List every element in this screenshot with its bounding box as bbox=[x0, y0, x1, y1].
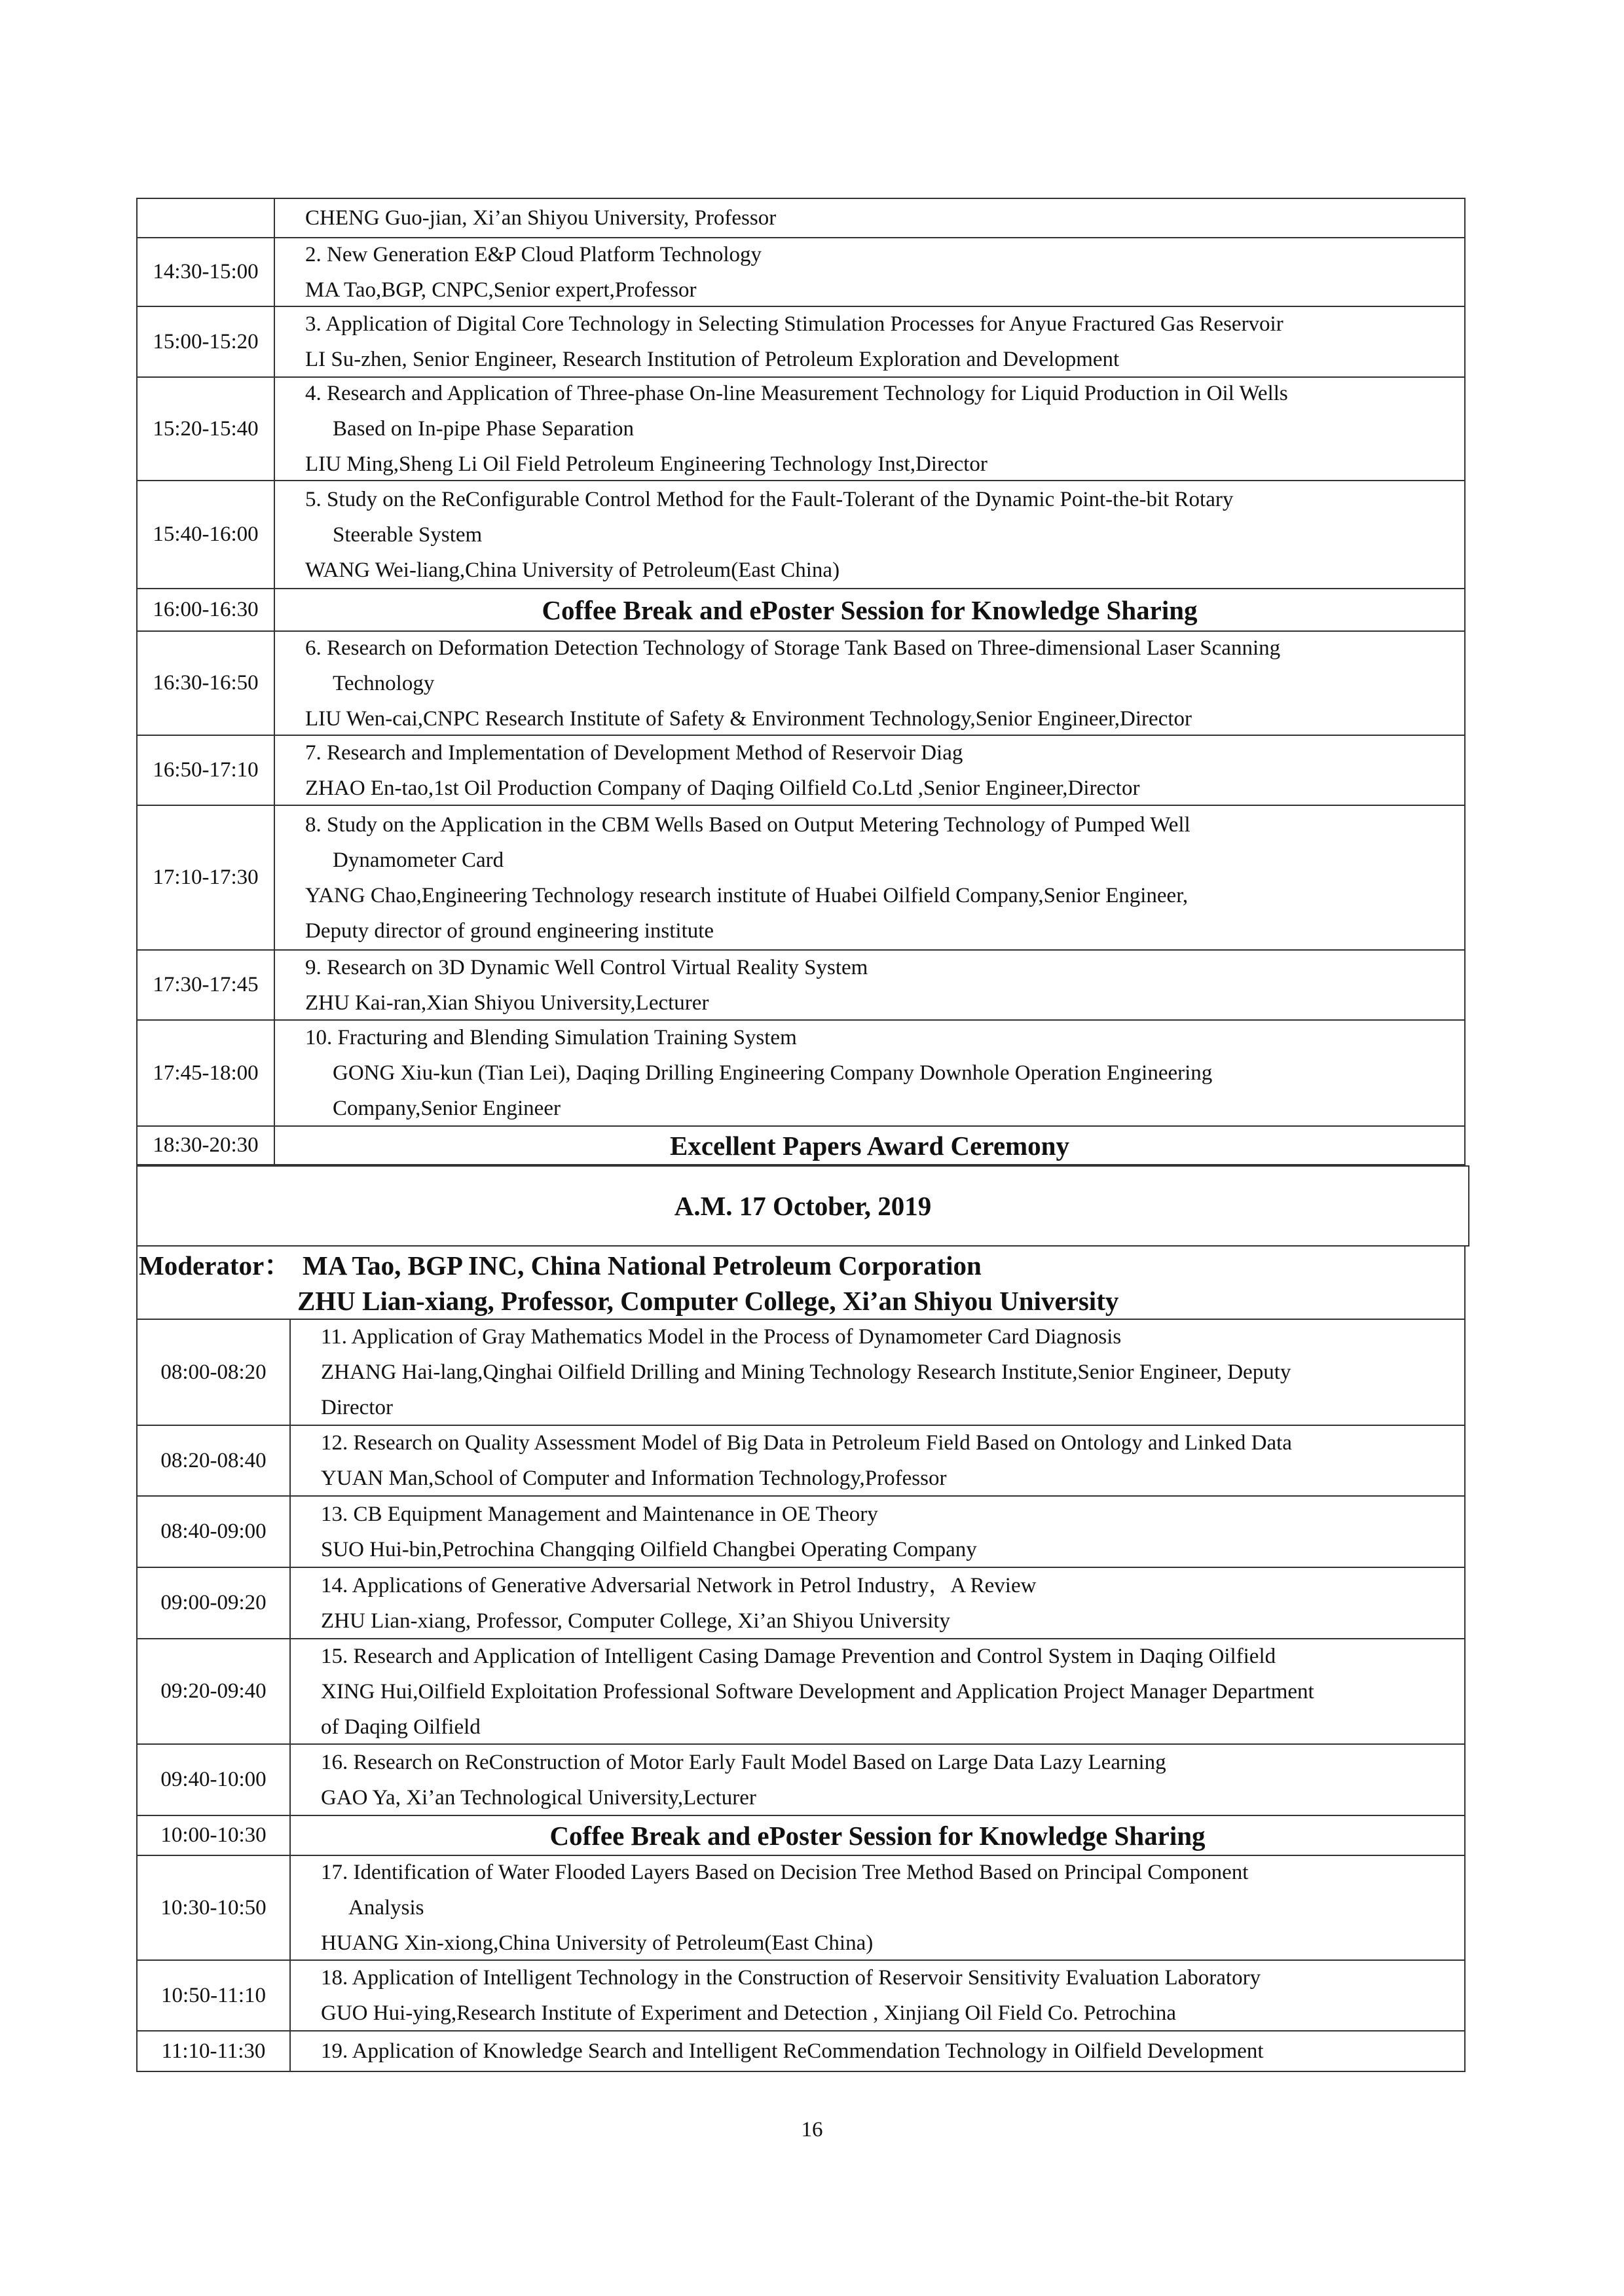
content-line: of Daqing Oilfield bbox=[321, 1715, 481, 1739]
time-cell: 17:30-17:45 bbox=[153, 973, 259, 996]
column-divider bbox=[274, 805, 275, 951]
break-label: Coffee Break and ePoster Session for Knowledge Sharing bbox=[542, 594, 1198, 625]
time-cell: 15:00-15:20 bbox=[153, 329, 259, 354]
table-row bbox=[136, 1959, 1466, 2032]
content-line: ZHAO En-tao,1st Oil Production Company of Daqing Oilfield Co.Ltd ,Senior Engineer,Director bbox=[305, 776, 1140, 800]
content-line: Dynamometer Card bbox=[333, 848, 504, 872]
moderator-line-2: ZHU Lian-xiang, Professor, Computer College, Xi’an Shiyou University bbox=[297, 1286, 1119, 1316]
column-divider bbox=[274, 630, 275, 736]
column-divider bbox=[274, 376, 275, 481]
content-line: 3. Application of Digital Core Technology in Selecting Stimulation Processes for Anyue Fractured Gas Reservoir bbox=[305, 312, 1283, 336]
content-line: Analysis bbox=[348, 1896, 424, 1920]
table-row bbox=[136, 1567, 1466, 1639]
content-line: SUO Hui-bin,Petrochina Changqing Oilfield Changbei Operating Company bbox=[321, 1538, 977, 1561]
time-cell: 17:10-17:30 bbox=[153, 866, 259, 889]
time-cell: 14:30-15:00 bbox=[153, 260, 259, 283]
time-cell: 15:20-15:40 bbox=[153, 416, 259, 441]
column-divider bbox=[274, 480, 275, 589]
column-divider bbox=[289, 1425, 291, 1497]
table-row bbox=[136, 2030, 1466, 2072]
content-line: Director bbox=[321, 1396, 393, 1419]
column-divider bbox=[289, 1855, 291, 1961]
time-cell: 15:40-16:00 bbox=[153, 522, 259, 546]
table-row bbox=[136, 735, 1466, 806]
content-line: YUAN Man,School of Computer and Information Technology,Professor bbox=[321, 1467, 947, 1490]
content-line: ZHU Kai-ran,Xian Shiyou University,Lecturer bbox=[305, 991, 709, 1015]
time-cell: 08:40-09:00 bbox=[160, 1520, 267, 1543]
content-line: 8. Study on the Application in the CBM Wells Based on Output Metering Technology of Pumped Well bbox=[305, 813, 1190, 837]
content-line: 10. Fracturing and Blending Simulation Training System bbox=[305, 1026, 797, 1049]
moderator-label: Moderator： bbox=[139, 1250, 291, 1281]
time-cell: 11:10-11:30 bbox=[161, 2039, 266, 2063]
content-line: XING Hui,Oilfield Exploitation Professional Software Development and Application Project Manager Department bbox=[321, 1680, 1314, 1704]
break-label: Excellent Papers Award Ceremony bbox=[670, 1130, 1069, 1161]
content-line: 17. Identification of Water Flooded Layers Based on Decision Tree Method Based on Principal Component bbox=[321, 1861, 1249, 1884]
time-cell: 08:00-08:20 bbox=[160, 1360, 267, 1384]
column-divider bbox=[274, 735, 275, 806]
column-divider bbox=[274, 306, 275, 378]
time-cell: 10:50-11:10 bbox=[160, 1983, 267, 2007]
content-line: LIU Ming,Sheng Li Oil Field Petroleum Engineering Technology Inst,Director bbox=[305, 452, 987, 476]
content-line: 15. Research and Application of Intelligent Casing Damage Prevention and Control System in Daqing Oilfield bbox=[321, 1645, 1276, 1668]
column-divider bbox=[289, 1638, 291, 1745]
table-row bbox=[136, 1743, 1466, 1816]
content-line: 4. Research and Application of Three-phase On-line Measurement Technology for Liquid Production in Oil Wells bbox=[305, 382, 1288, 405]
table-row bbox=[136, 1319, 1466, 1426]
table-row bbox=[136, 1425, 1466, 1497]
content-line: GUO Hui-ying,Research Institute of Experiment and Detection , Xinjiang Oil Field Co. Petrochina bbox=[321, 2001, 1176, 2025]
content-line: 18. Application of Intelligent Technology in the Construction of Reservoir Sensitivity Evaluation Laboratory bbox=[321, 1966, 1261, 1990]
table-row bbox=[136, 1125, 1466, 1165]
time-cell bbox=[138, 199, 274, 237]
column-divider bbox=[289, 1319, 291, 1426]
table-row bbox=[136, 198, 1466, 238]
table-row bbox=[136, 1638, 1466, 1745]
time-cell: 09:00-09:20 bbox=[160, 1591, 267, 1614]
moderator-block bbox=[136, 1247, 1466, 1319]
column-divider bbox=[274, 1019, 275, 1127]
table-row bbox=[136, 1815, 1466, 1856]
column-divider bbox=[274, 237, 275, 307]
content-line: 7. Research and Implementation of Development Method of Reservoir Diag bbox=[305, 741, 963, 765]
time-cell: 09:20-09:40 bbox=[160, 1679, 267, 1703]
time-cell: 09:40-10:00 bbox=[160, 1768, 267, 1791]
column-divider bbox=[289, 1743, 291, 1816]
time-cell: 10:00-10:30 bbox=[160, 1823, 267, 1847]
time-cell: 17:45-18:00 bbox=[153, 1061, 259, 1085]
content-line: GONG Xiu-kun (Tian Lei), Daqing Drilling Engineering Company Downhole Operation Engineering bbox=[333, 1061, 1213, 1085]
session-date-header: A.M. 17 October, 2019 bbox=[136, 1165, 1469, 1247]
time-cell: 10:30-10:50 bbox=[160, 1895, 267, 1920]
table-row bbox=[136, 805, 1466, 951]
time-cell: 18:30-20:30 bbox=[153, 1133, 259, 1157]
content-line: Steerable System bbox=[333, 523, 483, 547]
content-line: HUANG Xin-xiong,China University of Petroleum(East China) bbox=[321, 1931, 874, 1955]
break-label: Coffee Break and ePoster Session for Knowledge Sharing bbox=[549, 1820, 1206, 1851]
content-line: GAO Ya, Xi’an Technological University,Lecturer bbox=[321, 1786, 756, 1810]
content-line: Deputy director of ground engineering institute bbox=[305, 919, 714, 943]
column-divider bbox=[274, 198, 275, 238]
table-row bbox=[136, 1019, 1466, 1127]
content-line: YANG Chao,Engineering Technology research institute of Huabei Oilfield Company,Senior Engineer, bbox=[305, 884, 1189, 907]
content-line: 19. Application of Knowledge Search and Intelligent ReCommendation Technology in Oilfield Development bbox=[321, 2039, 1264, 2063]
content-line: Technology bbox=[333, 672, 435, 695]
content-line: 16. Research on ReConstruction of Motor Early Fault Model Based on Large Data Lazy Learning bbox=[321, 1751, 1166, 1774]
table-row bbox=[136, 480, 1466, 589]
content-line: 13. CB Equipment Management and Maintenance in OE Theory bbox=[321, 1503, 878, 1526]
content-line: Company,Senior Engineer bbox=[333, 1097, 561, 1120]
column-divider bbox=[289, 1959, 291, 2032]
table-row bbox=[136, 588, 1466, 632]
time-cell: 16:00-16:30 bbox=[153, 598, 259, 621]
time-cell: 16:30-16:50 bbox=[153, 671, 259, 695]
column-divider bbox=[274, 949, 275, 1021]
content-line: LI Su-zhen, Senior Engineer, Research Institution of Petroleum Exploration and Development bbox=[305, 348, 1120, 371]
content-line: ZHANG Hai-lang,Qinghai Oilfield Drilling and Mining Technology Research Institute,Senior Engineer, Deputy bbox=[321, 1360, 1291, 1384]
column-divider bbox=[289, 1495, 291, 1568]
table-row bbox=[136, 376, 1466, 481]
content-line: 12. Research on Quality Assessment Model of Big Data in Petroleum Field Based on Ontology and Linked Data bbox=[321, 1431, 1292, 1455]
content-line: CHENG Guo-jian, Xi’an Shiyou University, Professor bbox=[305, 206, 777, 230]
table-row bbox=[136, 237, 1466, 307]
table-row bbox=[136, 1495, 1466, 1568]
content-line: 11. Application of Gray Mathematics Model in the Process of Dynamometer Card Diagnosis bbox=[321, 1325, 1122, 1349]
content-line: MA Tao,BGP, CNPC,Senior expert,Professor bbox=[305, 278, 697, 302]
column-divider bbox=[289, 1567, 291, 1639]
content-line: 2. New Generation E&P Cloud Platform Technology bbox=[305, 243, 762, 266]
table-row bbox=[136, 306, 1466, 378]
time-cell: 08:20-08:40 bbox=[160, 1448, 267, 1472]
time-cell: 16:50-17:10 bbox=[153, 758, 259, 782]
content-line: Based on In-pipe Phase Separation bbox=[333, 417, 635, 441]
table-row bbox=[136, 630, 1466, 736]
content-line: WANG Wei-liang,China University of Petroleum(East China) bbox=[305, 558, 840, 582]
table-row bbox=[136, 1855, 1466, 1961]
table-row bbox=[136, 949, 1466, 1021]
content-line: ZHU Lian-xiang, Professor, Computer College, Xi’an Shiyou University bbox=[321, 1609, 951, 1633]
content-line: 14. Applications of Generative Adversarial Network in Petrol Industry，A Review bbox=[321, 1574, 1037, 1597]
column-divider bbox=[289, 2030, 291, 2072]
moderator-line-1: MA Tao, BGP INC, China National Petroleum Corporation bbox=[303, 1250, 982, 1281]
content-line: 9. Research on 3D Dynamic Well Control Virtual Reality System bbox=[305, 956, 868, 979]
page-number: 16 bbox=[801, 2118, 823, 2141]
content-line: LIU Wen-cai,CNPC Research Institute of Safety & Environment Technology,Senior Engineer,Director bbox=[305, 707, 1192, 731]
content-line: 5. Study on the ReConfigurable Control Method for the Fault-Tolerant of the Dynamic Point-the-bit Rotary bbox=[305, 488, 1234, 511]
content-line: 6. Research on Deformation Detection Technology of Storage Tank Based on Three-dimensional Laser Scanning bbox=[305, 636, 1281, 660]
